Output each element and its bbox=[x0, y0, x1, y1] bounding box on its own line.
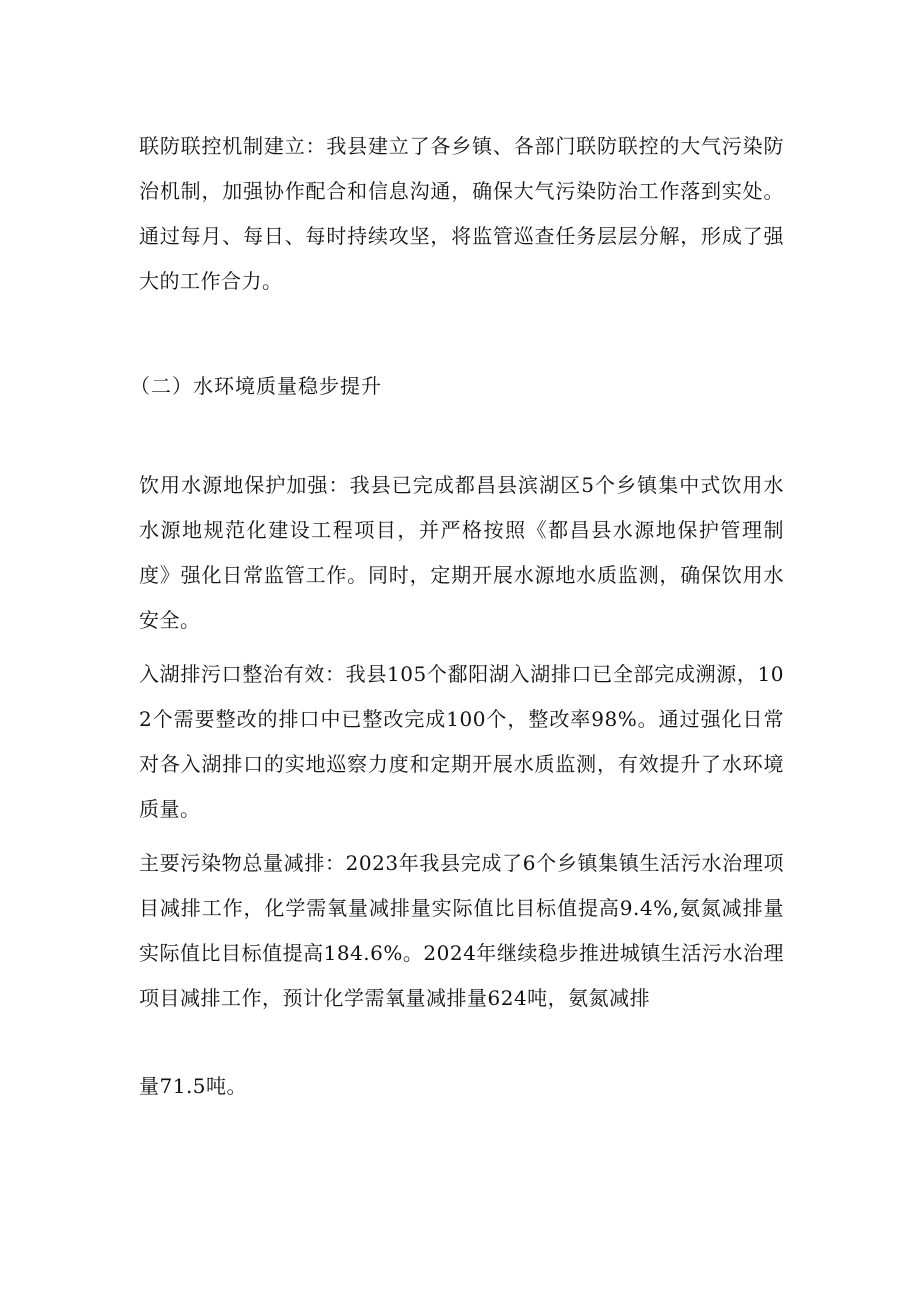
paragraph-pollutant-reduction-tail: 量71.5吨。 bbox=[139, 1074, 248, 1098]
paragraph-drinking-water-protection: 饮用水源地保护加强：我县已完成都昌县滨湖区5个乡镇集中式饮用水水源地规范化建设工程项目，并严格按照《都昌县水源地保护管理制度》强化日常监管工作。同时，定期开展水源地水质监测，确保饮用水安全。 bbox=[139, 473, 784, 632]
paragraph-sewage-outlet-rectification: 入湖排污口整治有效：我县105个鄱阳湖入湖排口已全部完成溯源，102个需要整改的排口中已整改完成100个，整改率98%。通过强化日常对各入湖排口的实地巡察力度和定期开展水质监测，有效提升了水环境质量。 bbox=[139, 662, 784, 821]
paragraph-joint-prevention: 联防联控机制建立：我县建立了各乡镇、各部门联防联控的大气污染防治机制，加强协作配合和信息沟通，确保大气污染防治工作落到实处。通过每月、每日、每时持续攻坚，将监管巡查任务层层分解，形成了强大的工作合力。 bbox=[139, 134, 784, 293]
section-heading-water-quality: （二）水环境质量稳步提升 bbox=[130, 374, 382, 398]
paragraph-pollutant-reduction: 主要污染物总量减排：2023年我县完成了6个乡镇集镇生活污水治理项目减排工作，化学需氧量减排量实际值比目标值提高9.4%,氨氮减排量实际值比目标值提高184.6%。2024年继续稳步推进城镇生活污水治理项目减排工作，预计化学需氧量减排量624吨，氨氮减排 bbox=[139, 851, 784, 1010]
